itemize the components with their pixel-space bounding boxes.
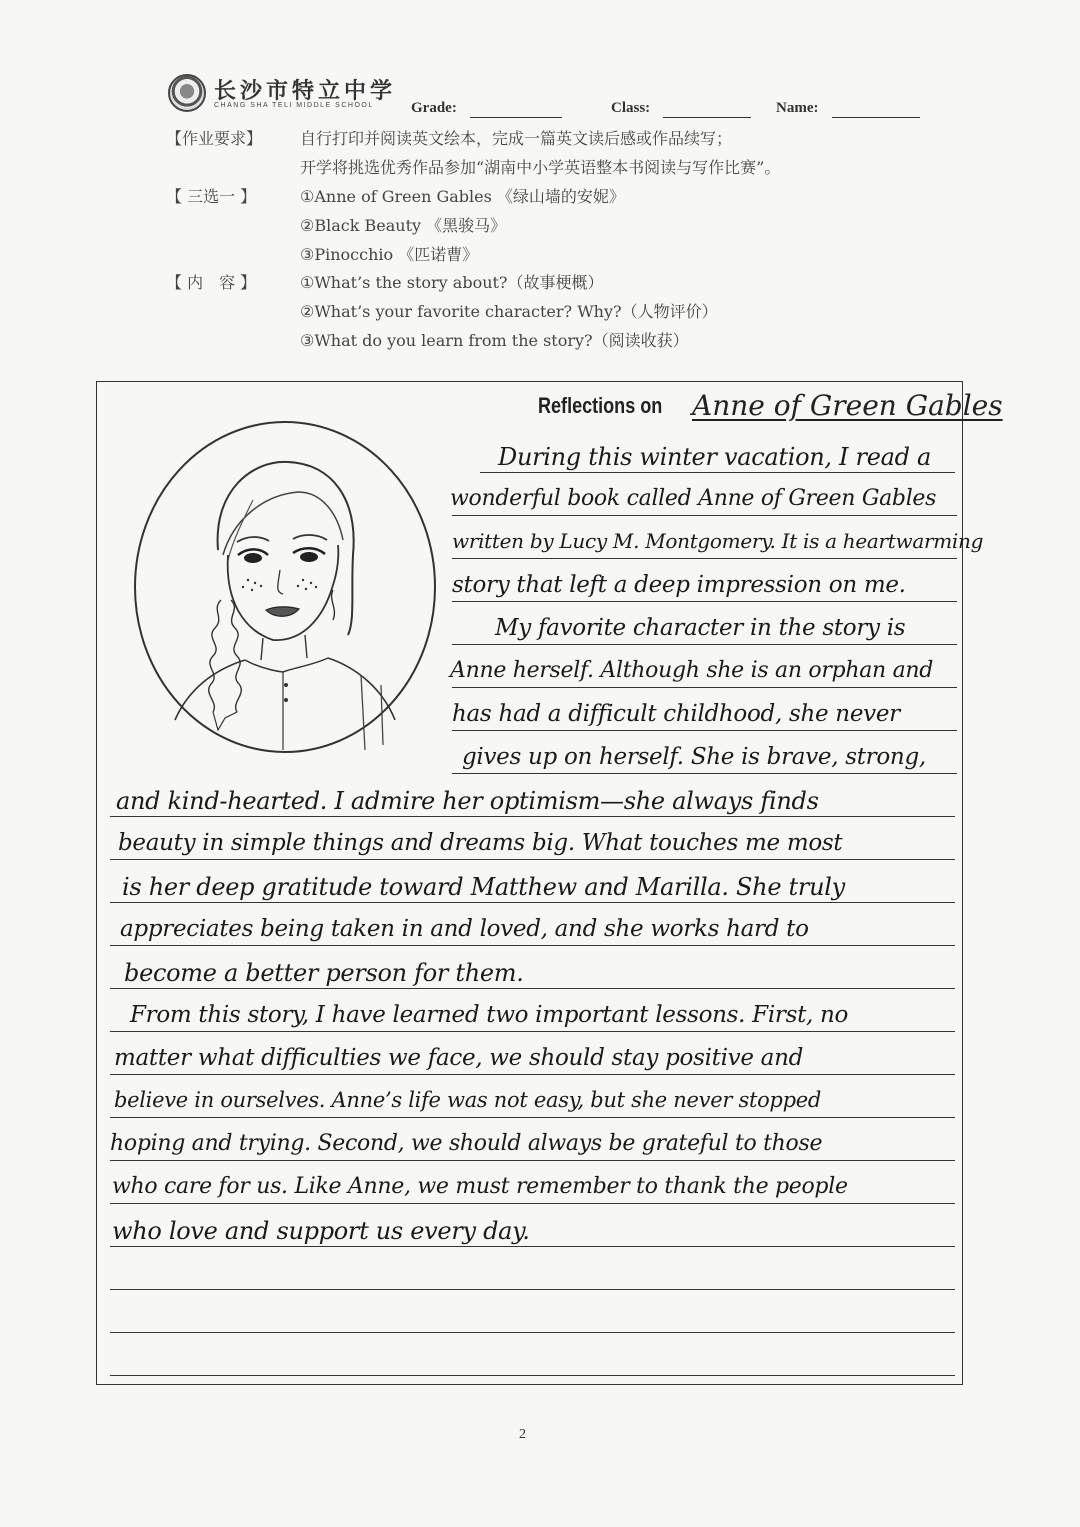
essay-line: Anne herself. Although she is an orphan and: [450, 658, 934, 683]
task-lines: [300, 124, 940, 182]
essay-line: matter what difficulties we face, we should stay positive and: [114, 1045, 804, 1071]
essay-line: hoping and trying. Second, we should always be grateful to those: [110, 1131, 823, 1156]
essay-line: story that left a deep impression on me.: [452, 572, 906, 598]
task-line: 开学将挑选优秀作品参加“湖南中小学英语整本书阅读与写作比赛”。: [300, 158, 781, 177]
essay-line: beauty in simple things and dreams big. What touches me most: [118, 830, 843, 856]
school-logo: [168, 74, 398, 114]
task-line: 自行打印并阅读英文绘本，完成一篇英文读后感或作品续写；: [300, 129, 733, 148]
class-field[interactable]: [663, 103, 751, 118]
anne-portrait-drawing: [133, 420, 438, 755]
name-label: Name:: [776, 100, 819, 116]
essay-line: has had a difficult childhood, she never: [452, 701, 900, 727]
essay-title-handwritten: Anne of Green Gables: [692, 389, 1003, 422]
essay-line: and kind-hearted. I admire her optimism—she always finds: [116, 787, 819, 815]
school-seal-icon: [168, 74, 206, 112]
choice-item: ③Pinocchio 《匹诺曹》: [300, 245, 479, 264]
school-name-en: CHANG SHA TELI MIDDLE SCHOOL: [214, 102, 374, 109]
name-field[interactable]: [832, 103, 920, 118]
essay-title-print: Reflections on: [538, 393, 663, 418]
page-number: 2: [519, 1427, 526, 1442]
essay-line: appreciates being taken in and loved, and she works hard to: [120, 916, 809, 942]
essay-line: gives up on herself. She is brave, strong,: [462, 744, 926, 770]
content-list: [300, 268, 940, 355]
choice-item: ②Black Beauty 《黑骏马》: [300, 216, 507, 235]
essay-line: From this story, I have learned two important lessons. First, no: [130, 1002, 849, 1028]
essay-line: is her deep gratitude toward Matthew and Marilla. She truly: [122, 873, 845, 901]
content-item: ②What’s your favorite character? Why?（人物评价）: [300, 302, 718, 321]
essay-line: who love and support us every day.: [112, 1217, 530, 1245]
content-item: ①What’s the story about?（故事梗概）: [300, 273, 604, 292]
content-label: 【 内 容 】: [166, 273, 257, 292]
essay-line: During this winter vacation, I read a: [498, 443, 932, 471]
class-label: Class:: [611, 100, 651, 116]
essay-title: [538, 389, 1003, 422]
essay-line: written by Lucy M. Montgomery. It is a heartwarming: [452, 529, 984, 553]
grade-field[interactable]: [470, 103, 562, 118]
essay-line: My favorite character in the story is: [495, 615, 906, 641]
essay-line: become a better person for them.: [124, 959, 524, 987]
grade-label: Grade:: [411, 100, 457, 116]
content-item: ③What do you learn from the story?（阅读收获）: [300, 331, 689, 350]
choice-list: [300, 182, 900, 269]
choice-label: 【 三选一 】: [166, 187, 257, 206]
choice-item: ①Anne of Green Gables 《绿山墙的安妮》: [300, 187, 625, 206]
essay-line: who care for us. Like Anne, we must remember to thank the people: [112, 1174, 848, 1199]
school-name-cn: 长沙市特立中学: [214, 79, 397, 104]
essay-line: wonderful book called Anne of Green Gables: [450, 486, 937, 511]
essay-line: believe in ourselves. Anne’s life was not easy, but she never stopped: [114, 1088, 821, 1112]
task-label: 【作业要求】: [166, 129, 263, 148]
